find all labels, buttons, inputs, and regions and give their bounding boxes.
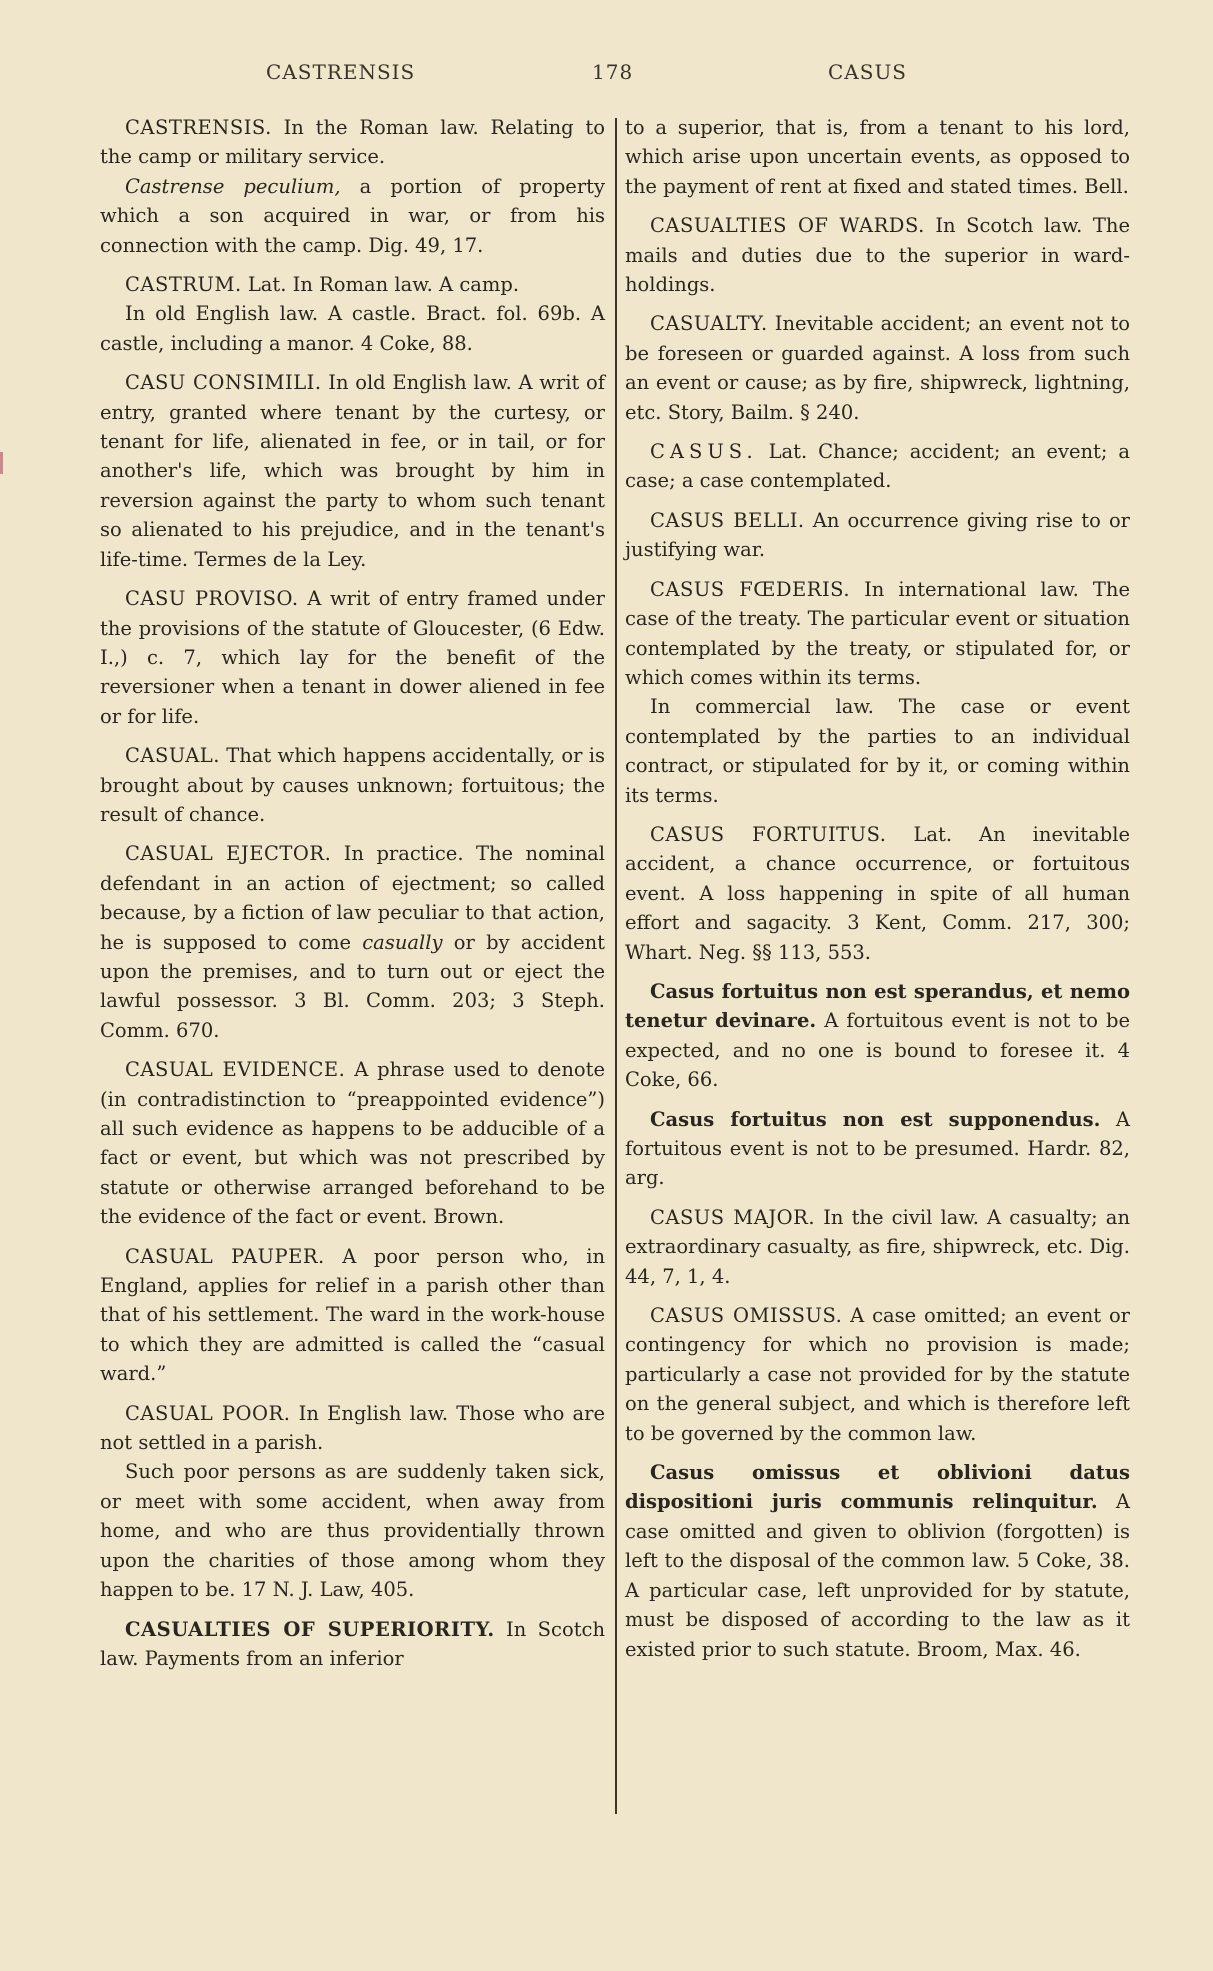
definition: An occurrence giving rise to or justifying war. xyxy=(625,508,1130,562)
definition: In the civil law. A casualty; an extraordinary casualty, as fire, shipwreck, etc. Dig. 44, 7, 1, 4. xyxy=(625,1205,1130,1288)
entry-casual xyxy=(100,741,605,829)
headword: CASUALTY. xyxy=(650,312,768,336)
entry-casual-ejector xyxy=(100,839,605,1045)
entry-castrense-peculium xyxy=(100,172,605,260)
definition: In old English law. A writ of entry, granted where tenant by the curtesy, or tenant for life, alienated in fee, or in tail, or for another's life, which was brought by him in reversion against the party to whom such tenant so alienated to his prejudice, and in the tenant's life-time. Termes de la Ley. xyxy=(100,371,606,571)
entry-casual-evidence xyxy=(100,1055,605,1231)
headword: CASUALTIES OF WARDS. xyxy=(650,214,925,238)
headword: CASU CONSIMILI. xyxy=(125,371,322,395)
definition: Inevitable accident; an event not to be foreseen or guarded against. A loss from such an event or cause; as by fire, shipwreck, lightning, etc. Story, Bailm. § 240. xyxy=(625,312,1130,424)
entry-castrum-sub: In old English law. A castle. Bract. fol. 69b. A castle, including a manor. 4 Coke, 88. xyxy=(100,302,605,355)
definition: In practice. The nominal defendant in an action of ejectment; so called because, by a fiction of law peculiar to that action, he is supposed to come xyxy=(100,842,605,954)
headword: CASUAL EJECTOR. xyxy=(125,842,332,866)
headword: CASUAL POOR. xyxy=(125,1401,291,1425)
definition: A case omitted and given to oblivion (forgotten) is left to the disposal of the common law. 5 Coke, 38. A particular case, left unprovided for by statute, must be disposed of according to the law as it existed prior to such statute. Broom, Max. 46. xyxy=(625,1490,1130,1661)
entry-casual-poor-sub: Such poor persons as are suddenly taken sick, or meet with some accident, when away from home, and who are thus providentially thrown upon the charities of those among whom they happen to be. 17 N. J. Law, 405. xyxy=(100,1460,605,1602)
entry-casus-major xyxy=(625,1203,1130,1291)
entry-casu-proviso xyxy=(100,584,605,731)
headword: CASUS MAJOR. xyxy=(650,1205,816,1229)
headword: CASUALTIES OF SUPERIORITY. xyxy=(125,1617,495,1641)
entry-casus-foederis xyxy=(625,575,1130,693)
entry-casual-poor xyxy=(100,1399,605,1458)
definition: In international law. The case of the treaty. The particular event or situation contemplated by the treaty, or stipulated for, or which comes within its terms. xyxy=(625,577,1130,689)
headword: CASUS FŒDERIS. xyxy=(650,577,851,601)
headword: CASUS BELLI. xyxy=(650,508,805,532)
definition: Lat. An inevitable accident, a chance occurrence, or fortuitous event. A loss happening in spite of all human effort and sagacity. 3 Kent, Comm. 217, 300; Whart. Neg. §§ 113, 553. xyxy=(625,822,1130,964)
headword: CASTRENSIS. xyxy=(125,116,272,139)
definition: A fortuitous event is not to be presumed. Hardr. 82, arg. xyxy=(625,1107,1130,1190)
margin-mark xyxy=(0,452,3,474)
definition: A case omitted; an event or contingency for which no provision is made; particularly a case not provided for by the statute on the general subject, and which is therefore left to be governed by the common law. xyxy=(625,1304,1131,1445)
headword: CASUS FORTUITUS. xyxy=(650,822,887,846)
term: Castrense peculium, xyxy=(125,174,341,198)
page-header xyxy=(0,60,1213,92)
definition-continued: or by accident upon the premises, and to turn out or eject the lawful possessor. 3 Bl. Comm. 203; 3 Steph. Comm. 670. xyxy=(100,930,605,1042)
entry-maxim-fortuitus-supponendus xyxy=(625,1105,1130,1193)
definition: In English law. Those who are not settled in a parish. xyxy=(100,1401,606,1455)
definition: a portion of property which a son acquired in war, or from his connection with the camp. Dig. 49, 17. xyxy=(100,174,606,257)
definition: A poor person who, in England, applies for relief in a parish other than that of his settlement. The ward in the work-house to which they are admitted is called the “casual ward.” xyxy=(100,1244,606,1386)
header-right-guideword: CASUS xyxy=(828,60,908,84)
entry-maxim-casus-omissus xyxy=(625,1458,1130,1664)
definition: In Scotch law. Payments from an inferior xyxy=(100,1617,606,1670)
definition: That which happens accidentally, or is brought about by causes unknown; fortuitous; the result of chance. xyxy=(100,744,605,826)
right-column xyxy=(625,113,1130,1674)
definition: In the Roman law. Relating to the camp or military service. xyxy=(100,116,606,169)
page-number: 178 xyxy=(592,60,634,84)
headword: CASUS. xyxy=(650,440,758,464)
headword: CASUAL. xyxy=(125,744,220,768)
maxim: Casus omissus et oblivioni datus dispositioni juris communis relinquitur. xyxy=(625,1461,1130,1514)
entry-maxim-fortuitus-sperandus xyxy=(625,977,1130,1095)
entry-casu-consimili xyxy=(100,368,605,574)
definition: Lat. Chance; accident; an event; a case; a case contemplated. xyxy=(625,440,1130,493)
definition: In Scotch law. The mails and duties due to the superior in ward-holdings. xyxy=(625,214,1130,297)
entry-casualty xyxy=(625,309,1130,427)
headword: CASUAL EVIDENCE. xyxy=(125,1058,346,1082)
entry-casus-foederis-sub: In commercial law. The case or event contemplated by the parties to an individual contract, or stipulated for by it, or coming within its terms. xyxy=(625,695,1130,807)
entry-casus xyxy=(625,437,1130,496)
entry-continuation: to a superior, that is, from a tenant to his lord, which arise upon uncertain events, as opposed to the payment of rent at fixed and stated times. Bell. xyxy=(625,116,1130,198)
entry-castrensis xyxy=(100,113,605,172)
maxim: Casus fortuitus non est supponendus. xyxy=(650,1107,1101,1131)
headword: CASUAL PAUPER. xyxy=(125,1244,325,1268)
headword: CASUS OMISSUS. xyxy=(650,1304,843,1328)
definition: Lat. In Roman law. A camp. xyxy=(247,273,520,297)
entry-castrum xyxy=(100,270,605,299)
entry-casus-fortuitus xyxy=(625,820,1130,967)
entry-casus-omissus xyxy=(625,1301,1130,1448)
entry-casualties-of-superiority xyxy=(100,1615,605,1674)
left-column xyxy=(100,113,605,1683)
definition: A fortuitous event is not to be expected, and no one is bound to foresee it. 4 Coke, 66. xyxy=(625,1009,1131,1092)
entry-casual-pauper xyxy=(100,1242,605,1389)
definition: A phrase used to denote (in contradistinction to “preappointed evidence”) all such evidence as happens to be adducible of a fact or event, but which was not prescribed by statute or otherwise arranged beforehand to be the evidence of the fact or event. Brown. xyxy=(100,1058,606,1229)
definition: A writ of entry framed under the provisions of the statute of Gloucester, (6 Edw. I.,) c. 7, which lay for the benefit of the reversioner when a tenant in dower aliened in fee or for life. xyxy=(100,587,605,728)
entry-casus-belli xyxy=(625,506,1130,565)
entry-casualties-of-wards xyxy=(625,211,1130,299)
maxim: Casus fortuitus non est sperandus, et nemo tenetur devinare. xyxy=(625,979,1130,1033)
headword: CASU PROVISO. xyxy=(125,587,299,611)
headword: CASTRUM. xyxy=(125,273,242,297)
column-divider xyxy=(615,118,617,1814)
header-left-guideword: CASTRENSIS xyxy=(266,60,416,84)
italic-term: casually xyxy=(362,930,443,954)
